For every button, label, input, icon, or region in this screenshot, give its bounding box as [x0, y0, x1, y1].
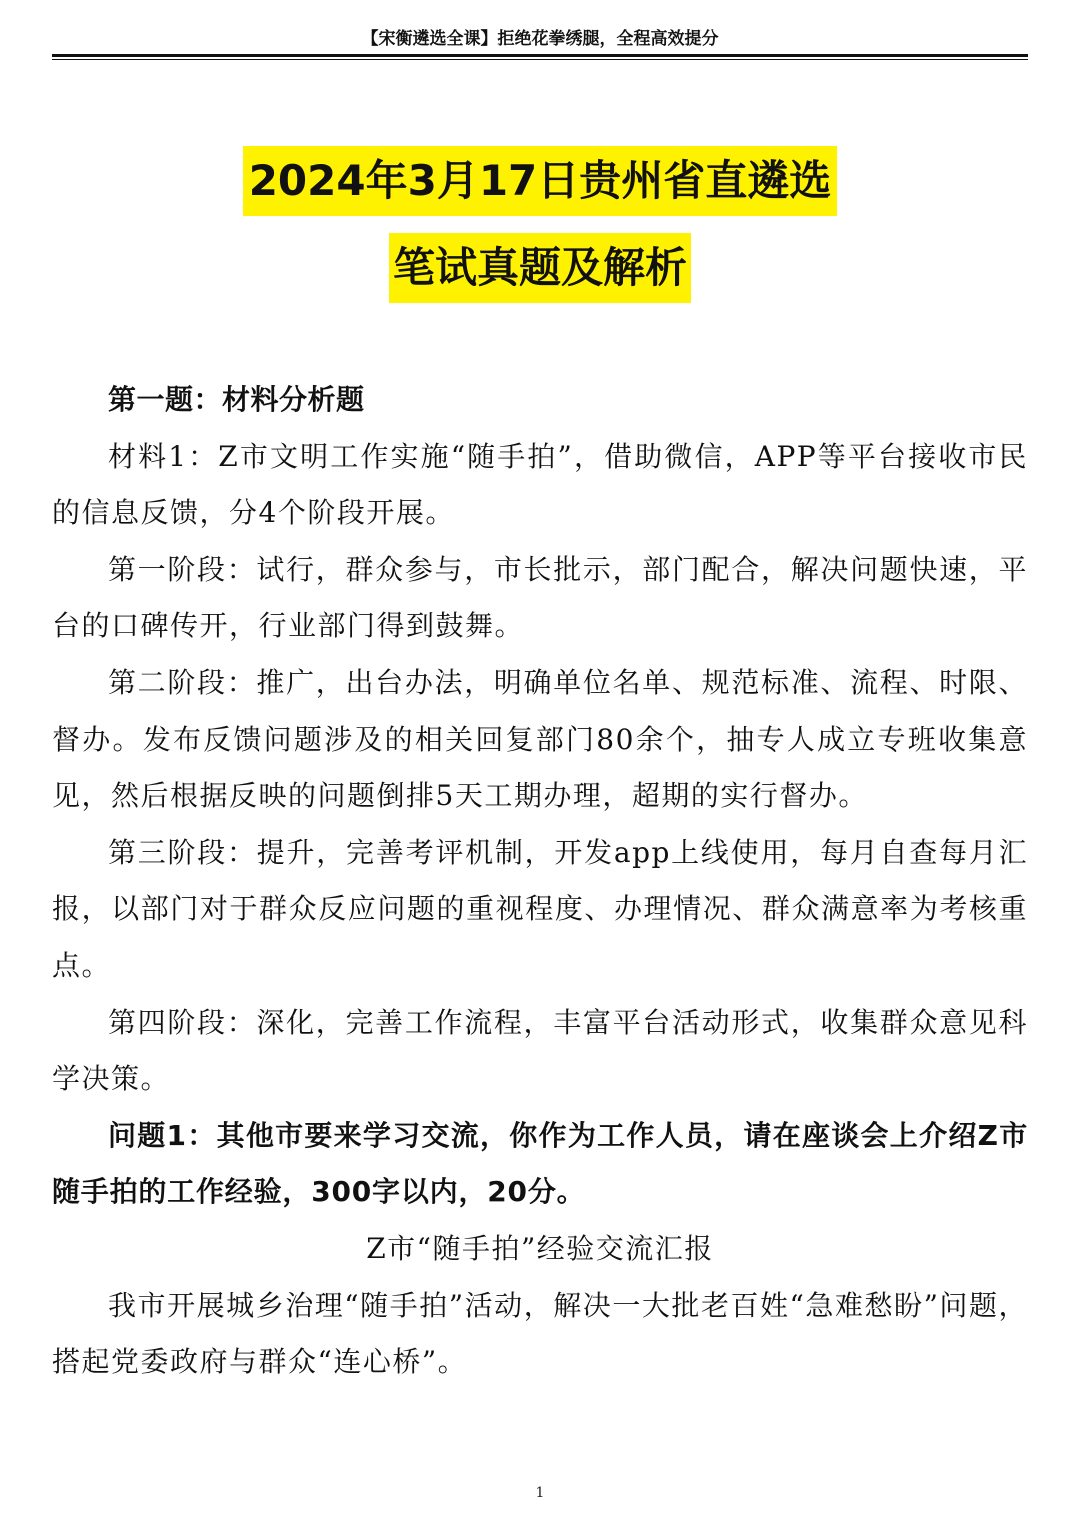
question-1: 问题1：其他市要来学习交流，你作为工作人员，请在座谈会上介绍Z市随手拍的工作经验，300字以内，20分。 — [52, 1118, 1028, 1209]
title-highlight-1: 2024年3月17日贵州省直遴选 — [243, 146, 838, 216]
stage-3-paragraph: 第三阶段：提升，完善考评机制，开发app上线使用，每月自查每月汇报，以部门对于群众反应问题的重视程度、办理情况、群众满意率为考核重点。 — [52, 835, 1028, 982]
stage-4-paragraph: 第四阶段：深化，完善工作流程，丰富平台活动形式，收集群众意见科学决策。 — [52, 1005, 1028, 1096]
stage-1-paragraph: 第一阶段：试行，群众参与，市长批示，部门配合，解决问题快速，平台的口碑传开，行业部门得到鼓舞。 — [52, 552, 1028, 643]
section-heading: 第一题：材料分析题 — [108, 383, 365, 416]
material-intro-paragraph: 材料1：Z市文明工作实施“随手拍”，借助微信，APP等平台接收市民的信息反馈，分4个阶段开展。 — [52, 439, 1028, 530]
document-title-line-2 — [0, 233, 1080, 303]
document-body — [52, 372, 1028, 1391]
header-rule-thin — [52, 59, 1028, 60]
answer-paragraph-1: 我市开展城乡治理“随手拍”活动，解决一大批老百姓“急难愁盼”问题，搭起党委政府与群众“连心桥”。 — [52, 1288, 1028, 1379]
answer-title: Z市“随手拍”经验交流汇报 — [366, 1231, 714, 1265]
running-header: 【宋衡遴选全课】拒绝花拳绣腿，全程高效提分 — [361, 29, 719, 49]
header-rule-thick — [52, 54, 1028, 57]
page-number: 1 — [535, 1485, 545, 1501]
title-highlight-2: 笔试真题及解析 — [389, 233, 691, 303]
stage-2-paragraph: 第二阶段：推广，出台办法，明确单位名单、规范标准、流程、时限、督办。发布反馈问题涉及的相关回复部门80余个，抽专人成立专班收集意见，然后根据反映的问题倒排5天工期办理，超期的实行督办。 — [52, 665, 1028, 813]
document-title-line-1 — [0, 146, 1080, 216]
